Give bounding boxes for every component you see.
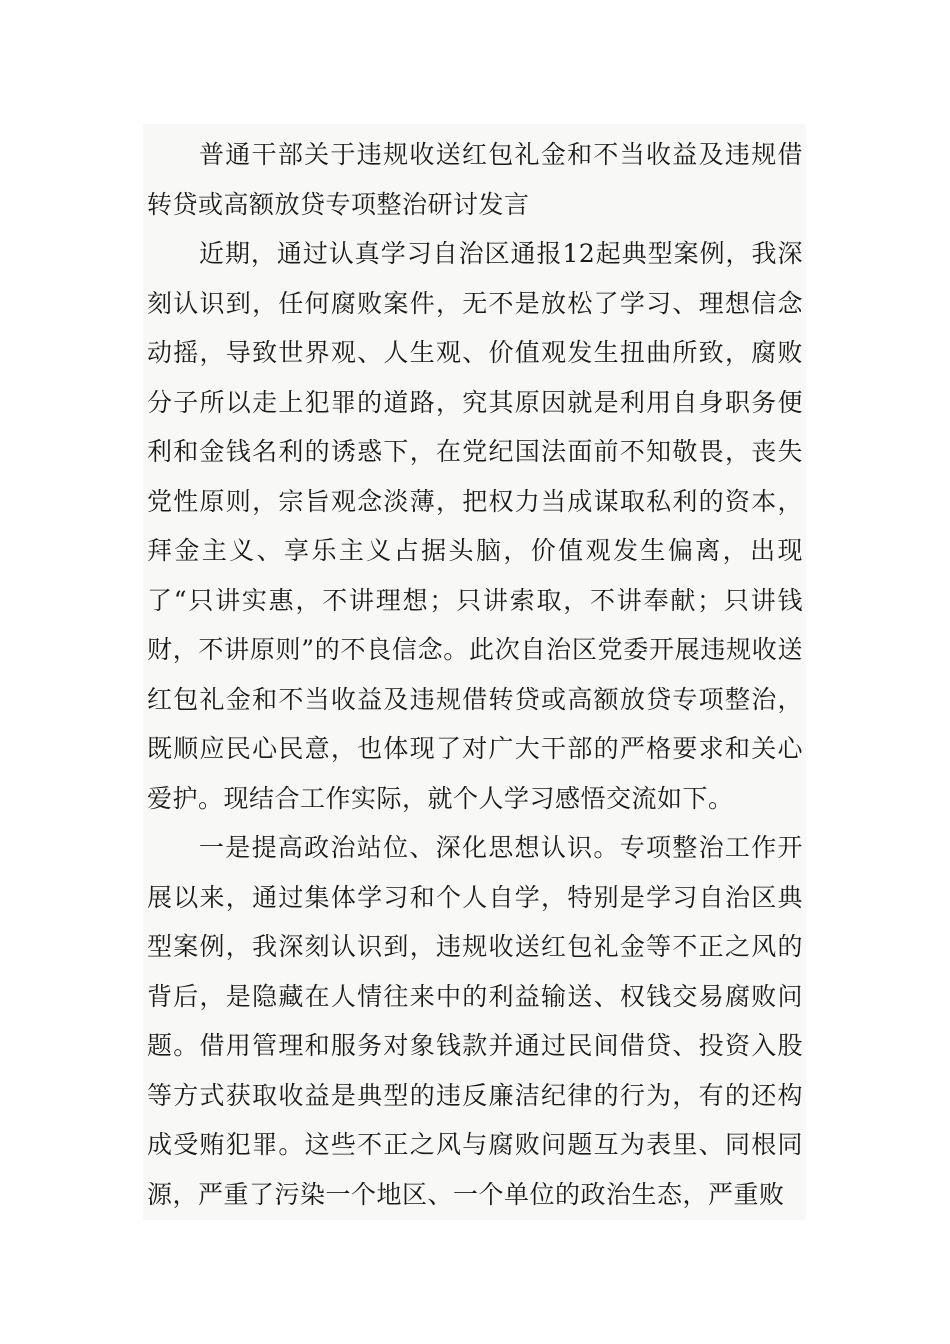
paragraph-point-one: 一是提高政治站位、深化思想认识。专项整治工作开展以来，通过集体学习和个人自学，特别是学习自治区典型案例，我深刻认识到，违规收送红包礼金等不正之风的背后，是隐藏在人情往来中的利益输送、权钱交易腐败问题。借用管理和服务对象钱款并通过民间借贷、投资入股等方式获取收益是典型的违反廉洁纪律的行为，有的还构成受贿犯罪。这些不正之风与腐败问题互为表里、同根同源，严重了污染一个地区、一个单位的政治生态，严重败 — [147, 833, 803, 1209]
paragraph-intro: 近期，通过认真学习自治区通报12起典型案例，我深刻认识到，任何腐败案件，无不是放松了学习、理想信念动摇，导致世界观、人生观、价值观发生扭曲所致，腐败分子所以走上犯罪的道路，究其原因就是利用自身职务便利和金钱名利的诱惑下，在党纪国法面前不知敬畏，丧失党性原则，宗旨观念淡薄，把权力当成谋取私利的资本，拜金主义、享乐主义占据头脑，价值观发生偏离，出现了“只讲实惠，不讲理想；只讲索取，不讲奉献；只讲钱财，不讲原则”的不良信念。此次自治区党委开展违规收送红包礼金和不当收益及违规借转贷或高额放贷专项整治，既顺应民心民意，也体现了对广大干部的严格要求和关心爱护。现结合工作实际，就个人学习感悟交流如下。 — [147, 239, 803, 813]
document-body — [147, 130, 803, 1219]
document-title: 普通干部关于违规收送红包礼金和不当收益及违规借转贷或高额放贷专项整治研讨发言 — [147, 140, 803, 219]
